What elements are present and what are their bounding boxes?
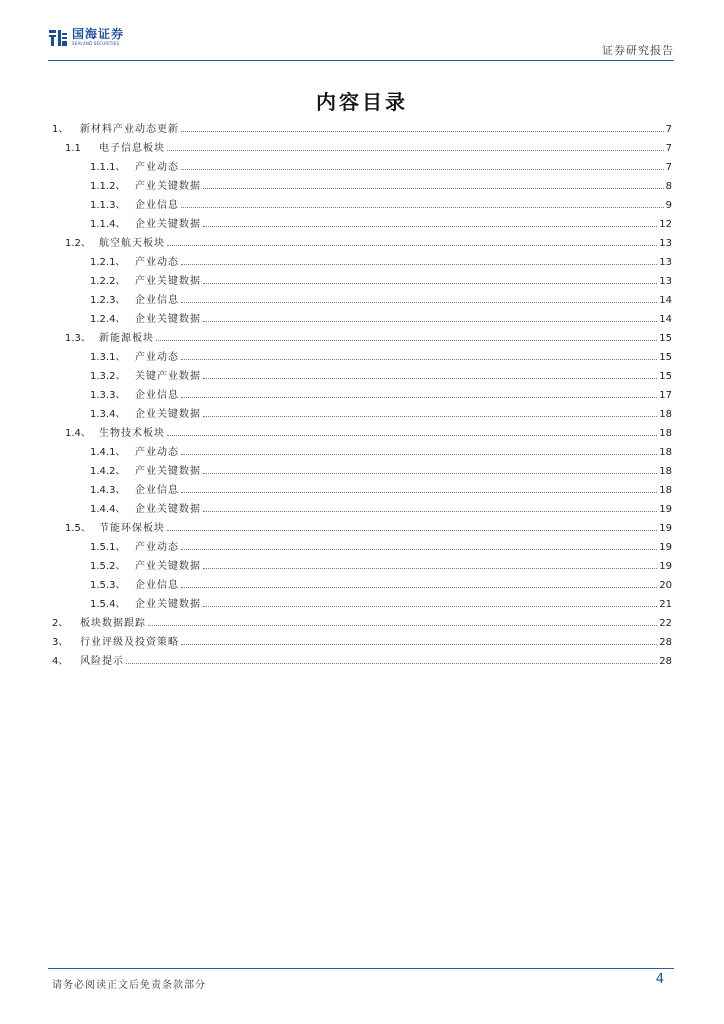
toc-entry[interactable] [52, 500, 672, 519]
page-number: 4 [655, 972, 664, 987]
toc-entry[interactable] [52, 462, 672, 481]
toc-entry-number: 1.2.2、 [90, 276, 126, 287]
toc-entry-label: 节能环保板块 [99, 523, 165, 534]
toc-entry[interactable] [52, 424, 672, 443]
toc-entry-number: 1.3.3、 [90, 390, 126, 401]
toc-entry-label: 企业信息 [135, 485, 179, 496]
toc-dot-leader [181, 453, 657, 455]
toc-entry-label: 行业评级及投资策略 [80, 637, 179, 648]
toc-entry-number: 1.4.3、 [90, 485, 126, 496]
toc-entry-number: 1.5、 [65, 523, 91, 534]
toc-entry-number: 1.3、 [65, 333, 91, 344]
toc-entry-number: 1.2.3、 [90, 295, 126, 306]
toc-entry-page: 19 [659, 561, 672, 572]
toc-entry-page: 22 [659, 618, 672, 629]
footer-divider [48, 968, 674, 969]
toc-entry-number: 1.5.4、 [90, 599, 126, 610]
toc-entry-number: 1.4、 [65, 428, 91, 439]
toc-entry-page: 18 [659, 485, 672, 496]
toc-dot-leader [181, 358, 657, 360]
toc-entry-number: 1.5.3、 [90, 580, 126, 591]
toc-entry-number: 1.4.4、 [90, 504, 126, 515]
toc-entry[interactable] [52, 557, 672, 576]
company-logo [48, 28, 124, 48]
toc-entry-page: 15 [659, 371, 672, 382]
toc-dot-leader [181, 168, 664, 170]
toc-dot-leader [181, 206, 664, 208]
toc-entry[interactable] [52, 310, 672, 329]
toc-dot-leader [181, 548, 657, 550]
toc-entry[interactable] [52, 348, 672, 367]
toc-entry-number: 1.3.4、 [90, 409, 126, 420]
toc-dot-leader [203, 225, 657, 227]
toc-entry-page: 15 [659, 352, 672, 363]
toc-entry-number: 1.5.1、 [90, 542, 126, 553]
toc-entry-page: 18 [659, 447, 672, 458]
toc-entry-page: 18 [659, 409, 672, 420]
toc-dot-leader [156, 339, 657, 341]
toc-entry-number: 1.2.1、 [90, 257, 126, 268]
toc-entry[interactable] [52, 367, 672, 386]
toc-entry-label: 产业动态 [135, 542, 179, 553]
toc-dot-leader [181, 586, 657, 588]
toc-dot-leader [181, 491, 657, 493]
toc-entry-page: 12 [659, 219, 672, 230]
toc-entry[interactable] [52, 158, 672, 177]
toc-entry[interactable] [52, 443, 672, 462]
toc-entry[interactable] [52, 120, 672, 139]
toc-entry[interactable] [52, 234, 672, 253]
toc-entry-page: 19 [659, 504, 672, 515]
toc-entry-label: 企业关键数据 [135, 409, 201, 420]
toc-entry-page: 13 [659, 257, 672, 268]
logo-english-name: SEALAND SECURITIES [72, 41, 120, 46]
toc-entry-label: 板块数据跟踪 [80, 618, 146, 629]
toc-entry[interactable] [52, 576, 672, 595]
toc-entry[interactable] [52, 139, 672, 158]
toc-entry-number: 1.3.1、 [90, 352, 126, 363]
toc-entry[interactable] [52, 253, 672, 272]
page-header [48, 28, 674, 60]
toc-entry-number: 4、 [52, 656, 69, 667]
toc-entry[interactable] [52, 633, 672, 652]
toc-entry-label: 企业信息 [135, 295, 179, 306]
toc-entry[interactable] [52, 177, 672, 196]
table-of-contents [52, 120, 672, 671]
toc-entry-label: 电子信息板块 [99, 143, 165, 154]
toc-entry[interactable] [52, 272, 672, 291]
toc-entry[interactable] [52, 215, 672, 234]
toc-entry-page: 19 [659, 523, 672, 534]
toc-entry[interactable] [52, 519, 672, 538]
toc-entry-number: 3、 [52, 637, 69, 648]
toc-entry-label: 产业动态 [135, 257, 179, 268]
toc-entry-number: 1.4.1、 [90, 447, 126, 458]
toc-entry-page: 18 [659, 466, 672, 477]
toc-entry[interactable] [52, 595, 672, 614]
toc-entry-label: 产业关键数据 [135, 181, 201, 192]
toc-entry-page: 18 [659, 428, 672, 439]
toc-entry-label: 生物技术板块 [99, 428, 165, 439]
toc-entry[interactable] [52, 481, 672, 500]
toc-entry-page: 28 [659, 656, 672, 667]
toc-entry-page: 7 [665, 143, 672, 154]
toc-entry-label: 企业关键数据 [135, 504, 201, 515]
toc-entry-label: 企业关键数据 [135, 314, 201, 325]
toc-entry[interactable] [52, 291, 672, 310]
toc-dot-leader [167, 149, 664, 151]
toc-entry-page: 14 [659, 314, 672, 325]
toc-entry-page: 7 [665, 124, 672, 135]
toc-entry-label: 风险提示 [80, 656, 124, 667]
toc-entry[interactable] [52, 329, 672, 348]
toc-dot-leader [181, 263, 657, 265]
toc-dot-leader [203, 567, 657, 569]
toc-entry-page: 17 [659, 390, 672, 401]
toc-entry-label: 企业关键数据 [135, 219, 201, 230]
toc-entry[interactable] [52, 386, 672, 405]
toc-dot-leader [203, 510, 657, 512]
toc-dot-leader [203, 282, 657, 284]
toc-dot-leader [181, 396, 657, 398]
toc-entry-number: 1.1 [65, 143, 81, 154]
toc-entry-number: 1.1.4、 [90, 219, 126, 230]
toc-entry-number: 2、 [52, 618, 69, 629]
toc-entry-label: 关键产业数据 [135, 371, 201, 382]
toc-dot-leader [203, 605, 657, 607]
toc-entry-page: 20 [659, 580, 672, 591]
toc-dot-leader [181, 301, 657, 303]
logo-chinese-name: 国海证券 [72, 27, 125, 41]
toc-entry-number: 1.1.1、 [90, 162, 126, 173]
toc-dot-leader [203, 320, 657, 322]
toc-entry-label: 新能源板块 [99, 333, 154, 344]
toc-dot-leader [181, 643, 657, 645]
toc-entry-label: 产业关键数据 [135, 276, 201, 287]
toc-entry[interactable] [52, 405, 672, 424]
toc-entry-label: 企业信息 [135, 390, 179, 401]
toc-entry-label: 新材料产业动态更新 [80, 124, 179, 135]
toc-entry-number: 1.5.2、 [90, 561, 126, 572]
toc-entry-number: 1.2、 [65, 238, 91, 249]
toc-entry-page: 28 [659, 637, 672, 648]
toc-entry-label: 产业动态 [135, 352, 179, 363]
toc-entry-number: 1.3.2、 [90, 371, 126, 382]
toc-entry-number: 1.4.2、 [90, 466, 126, 477]
header-divider [48, 60, 674, 61]
toc-entry-number: 1.1.3、 [90, 200, 126, 211]
toc-entry-page: 19 [659, 542, 672, 553]
toc-entry-number: 1.2.4、 [90, 314, 126, 325]
toc-dot-leader [126, 662, 657, 664]
toc-entry-page: 21 [659, 599, 672, 610]
toc-dot-leader [167, 529, 657, 531]
toc-entry-label: 企业信息 [135, 200, 179, 211]
toc-entry-label: 产业关键数据 [135, 561, 201, 572]
toc-dot-leader [203, 415, 657, 417]
toc-dot-leader [203, 377, 657, 379]
toc-entry-page: 7 [665, 162, 672, 173]
toc-dot-leader [203, 187, 664, 189]
toc-dot-leader [167, 244, 657, 246]
toc-dot-leader [148, 624, 657, 626]
toc-title: 内容目录 [316, 90, 408, 114]
toc-entry-label: 产业关键数据 [135, 466, 201, 477]
toc-entry-number: 1、 [52, 124, 69, 135]
toc-entry-label: 产业动态 [135, 162, 179, 173]
toc-entry-number: 1.1.2、 [90, 181, 126, 192]
toc-entry-page: 15 [659, 333, 672, 344]
toc-entry-label: 企业信息 [135, 580, 179, 591]
toc-entry-page: 13 [659, 238, 672, 249]
sealand-logo-icon [48, 28, 68, 48]
toc-entry-page: 9 [665, 200, 672, 211]
toc-entry-label: 产业动态 [135, 447, 179, 458]
toc-entry[interactable] [52, 538, 672, 557]
report-type-label: 证券研究报告 [602, 44, 674, 57]
toc-entry-page: 14 [659, 295, 672, 306]
footer-disclaimer: 请务必阅读正文后免责条款部分 [52, 980, 206, 991]
toc-dot-leader [203, 472, 657, 474]
toc-entry-label: 航空航天板块 [99, 238, 165, 249]
toc-entry-page: 13 [659, 276, 672, 287]
toc-entry[interactable] [52, 196, 672, 215]
toc-entry[interactable] [52, 652, 672, 671]
toc-entry-label: 企业关键数据 [135, 599, 201, 610]
toc-entry-page: 8 [665, 181, 672, 192]
toc-dot-leader [167, 434, 657, 436]
toc-entry[interactable] [52, 614, 672, 633]
toc-dot-leader [181, 130, 664, 132]
